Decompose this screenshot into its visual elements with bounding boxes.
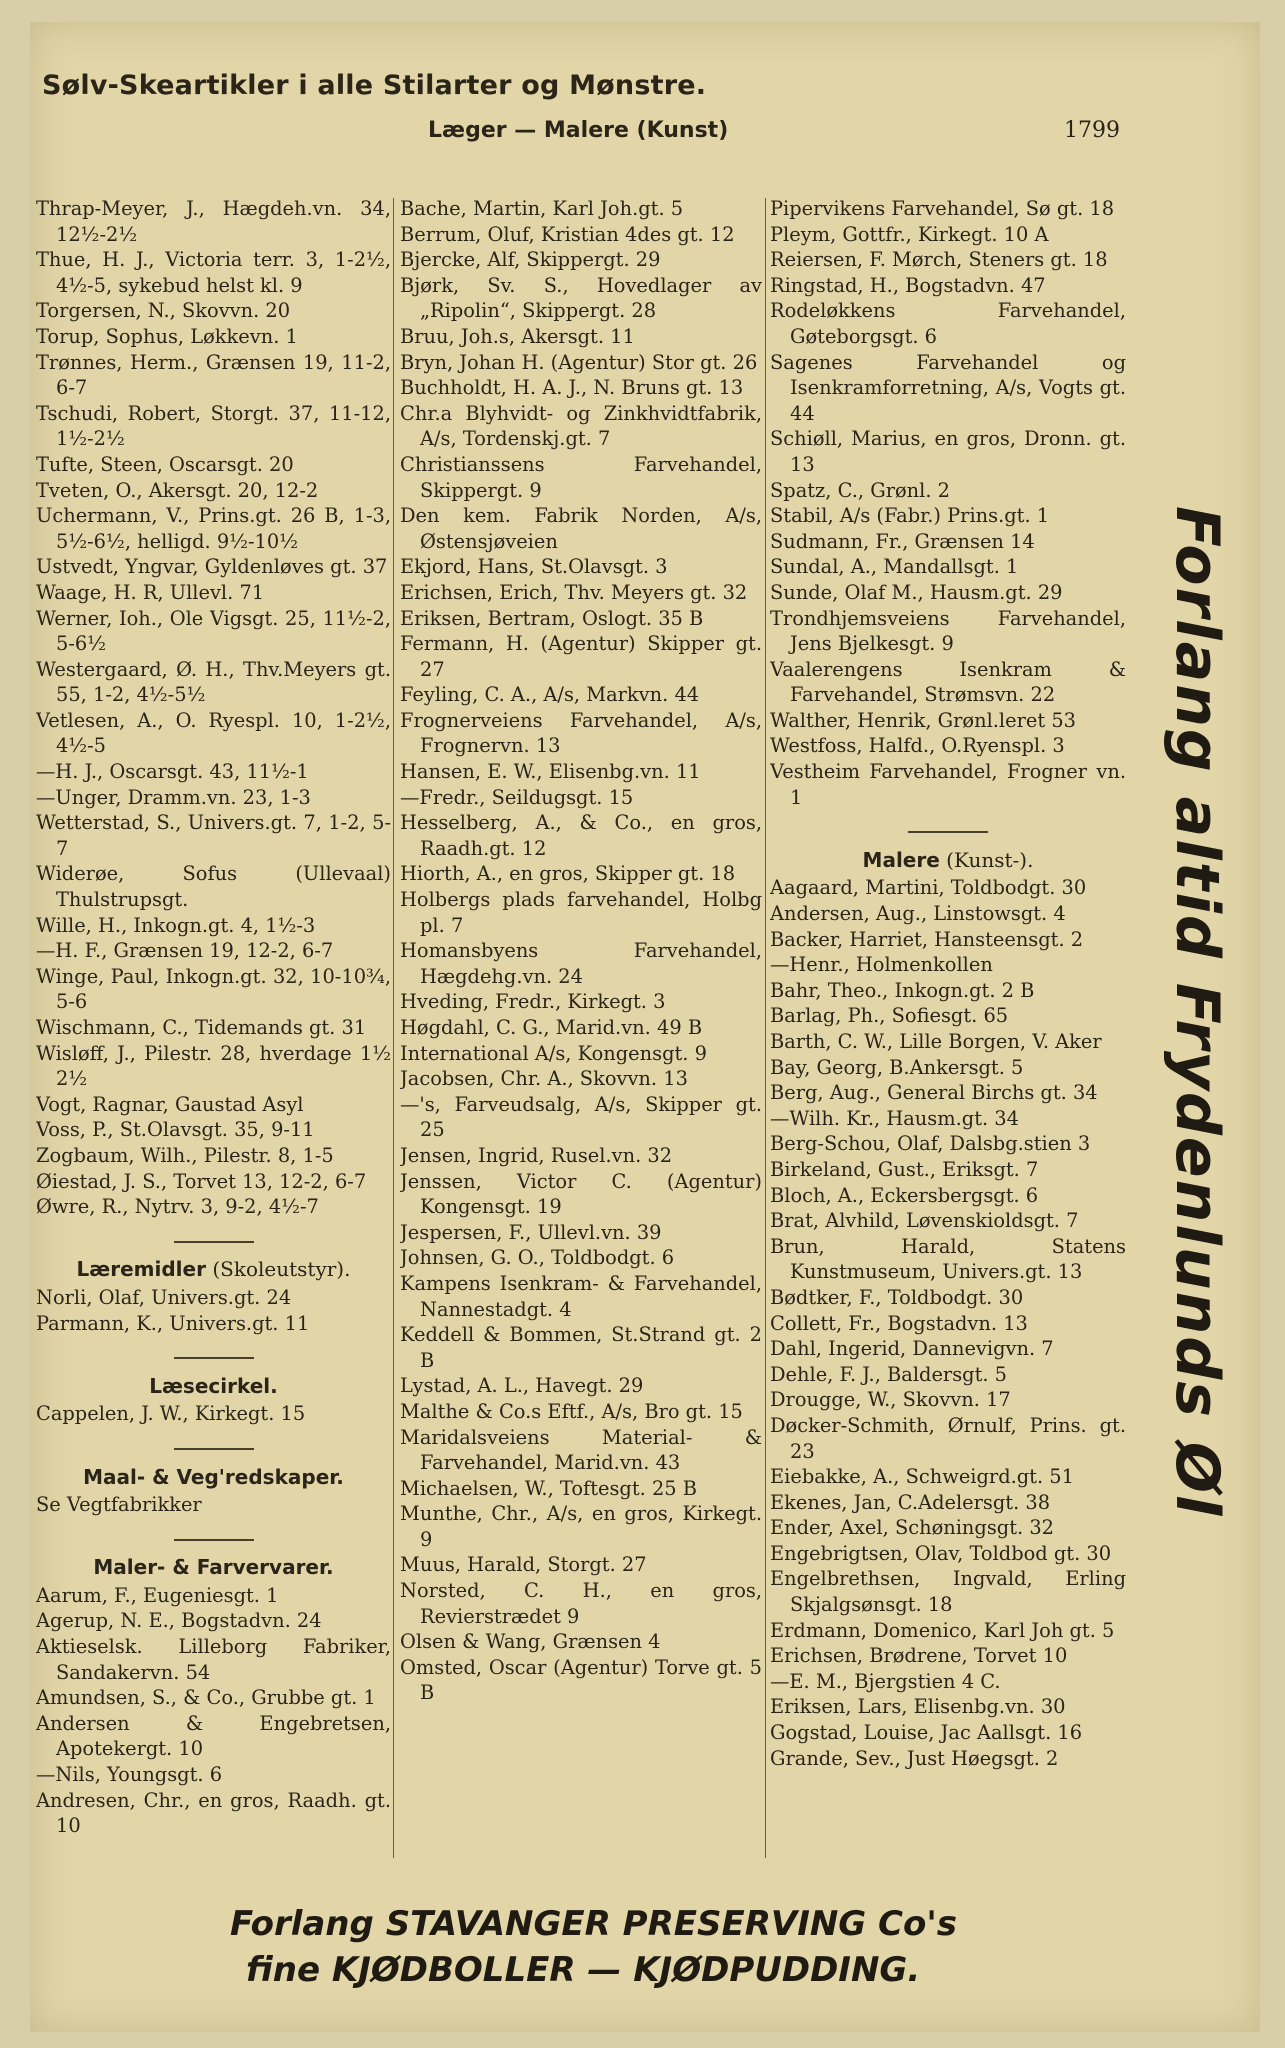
directory-entry: Schiøll, Marius, en gros, Dronn. gt. 13 — [770, 427, 1126, 476]
directory-entry: Ekenes, Jan, C.Adelersgt. 38 — [770, 1490, 1051, 1514]
directory-entry: Berrum, Oluf, Kristian 4des gt. 12 — [400, 222, 735, 246]
directory-entry: Jenssen, Victor C. (Agentur) Kongensgt. 19 — [400, 1169, 762, 1219]
directory-entry: Sagenes Farvehandel og Isenkramforretning, A/s, Vogts gt. 44 — [770, 350, 1126, 425]
directory-entry: Ekjord, Hans, St.Olavsgt. 3 — [400, 555, 668, 579]
section-heading-title: Maler- & Farvervarer. — [93, 1555, 334, 1580]
directory-entry: Westfoss, Halfd., O.Ryenspl. 3 — [770, 734, 1065, 758]
directory-entry: Feyling, C. A., A/s, Markvn. 44 — [400, 683, 700, 707]
directory-entry: Backer, Harriet, Hansteensgt. 2 — [770, 927, 1084, 951]
directory-entry: Bødtker, F., Toldbodgt. 30 — [770, 1285, 1024, 1309]
directory-entry: Øwre, R., Nytrv. 3, 9-2, 4½-7 — [36, 1195, 319, 1219]
section-heading — [36, 1374, 391, 1400]
directory-entry: Vaalerengens Isenkram & Farvehandel, Strømsvn. 22 — [770, 657, 1126, 707]
directory-entry: —Wilh. Kr., Hausm.gt. 34 — [770, 1106, 1019, 1130]
directory-entry: Bjercke, Alf, Skippergt. 29 — [400, 248, 661, 272]
bottom-advert — [230, 1904, 1010, 1990]
directory-entry: Muus, Harald, Storgt. 27 — [400, 1553, 647, 1577]
directory-entry: Eriksen, Lars, Elisenbg.vn. 30 — [770, 1695, 1066, 1719]
directory-entry: Wisløff, J., Pilestr. 28, hverdage 1½ 2½ — [36, 1041, 391, 1091]
directory-entry: Gogstad, Louise, Jac Aallsgt. 16 — [770, 1721, 1083, 1745]
directory-entry: Hesselberg, A., & Co., en gros, Raadh.gt. 12 — [400, 811, 762, 860]
section-heading — [36, 1465, 391, 1491]
column-divider — [393, 198, 394, 1858]
directory-entry: Wetterstad, S., Univers.gt. 7, 1-2, 5-7 — [36, 811, 391, 860]
directory-entry: —Fredr., Seildugsgt. 15 — [400, 785, 634, 809]
directory-entry: Engebrigtsen, Olav, Toldbod gt. 30 — [770, 1541, 1112, 1565]
directory-entry: Barth, C. W., Lille Borgen, V. Aker — [770, 1030, 1102, 1053]
directory-entry: Vestheim Farvehandel, Frogner vn. 1 — [770, 760, 1126, 809]
directory-entry: Trondhjemsveiens Farvehandel, Jens Bjelkesgt. 9 — [770, 606, 1126, 656]
directory-entry: Jacobsen, Chr. A., Skovvn. 13 — [400, 1067, 688, 1091]
section-heading-title: Læsecirkel. — [149, 1373, 278, 1398]
directory-entry: Ringstad, H., Bogstadvn. 47 — [770, 273, 1046, 297]
section-heading-title: Malere — [862, 847, 940, 872]
directory-entry: Sundal, A., Mandallsgt. 1 — [770, 555, 1019, 579]
directory-entry: Hveding, Fredr., Kirkegt. 3 — [400, 990, 666, 1014]
directory-entry: Øiestad, J. S., Torvet 13, 12-2, 6-7 — [36, 1169, 367, 1193]
directory-entry: Andersen & Engebretsen, Apotekergt. 10 — [36, 1711, 391, 1761]
directory-entry: Bahr, Theo., Inkogn.gt. 2 B — [770, 978, 1035, 1002]
directory-entry: Andersen, Aug., Linstowsgt. 4 — [770, 902, 1066, 926]
directory-entry: Reiersen, F. Mørch, Steners gt. 18 — [770, 248, 1108, 272]
directory-entry: Eriksen, Bertram, Oslogt. 35 B — [400, 606, 704, 630]
bottom-advert-line-2: fine KJØDBOLLER — KJØDPUDDING. — [246, 1950, 921, 1990]
page-header — [30, 118, 1120, 158]
directory-entry: Jensen, Ingrid, Rusel.vn. 32 — [400, 1143, 673, 1167]
directory-entry: Torup, Sophus, Løkkevn. 1 — [36, 324, 298, 348]
directory-entry: Spatz, C., Grønl. 2 — [770, 478, 951, 502]
directory-entry: Keddell & Bommen, St.Strand gt. 2 B — [400, 1323, 762, 1372]
directory-entry: Uchermann, V., Prins.gt. 26 B, 1-3, 5½-6½, helligd. 9½-10½ — [36, 504, 391, 553]
directory-entry: Voss, P., St.Olavsgt. 35, 9-11 — [36, 1118, 315, 1142]
section-heading — [770, 848, 1126, 874]
directory-entry: Waage, H. R, Ullevl. 71 — [36, 580, 265, 604]
directory-entry: Stabil, A/s (Fabr.) Prins.gt. 1 — [770, 504, 1050, 528]
directory-entry: Lystad, A. L., Havegt. 29 — [400, 1374, 644, 1398]
directory-entry: Eiebakke, A., Schweigrd.gt. 51 — [770, 1465, 1074, 1489]
directory-entry: Erichsen, Erich, Thv. Meyers gt. 32 — [400, 580, 748, 604]
column-divider — [765, 198, 766, 1858]
section-heading — [36, 1257, 391, 1283]
directory-entry: Kampens Isenkram- & Farvehandel, Nannestadgt. 4 — [400, 1271, 762, 1321]
running-title: Læger — Malere (Kunst) — [428, 118, 729, 143]
directory-entry: Westergaard, Ø. H., Thv.Meyers gt. 55, 1-2, 4½-5½ — [36, 657, 391, 707]
directory-entry: Hansen, E. W., Elisenbg.vn. 11 — [400, 760, 701, 784]
directory-entry: Birkeland, Gust., Eriksgt. 7 — [770, 1157, 1039, 1181]
directory-entry: Johnsen, G. O., Toldbodgt. 6 — [400, 1246, 675, 1270]
directory-entry: Bjørk, Sv. S., Hovedlager av „Ripolin“, Skippergt. 28 — [400, 273, 762, 323]
directory-entry: Thue, H. J., Victoria terr. 3, 1-2½, 4½-5, sykebud helst kl. 9 — [36, 248, 391, 297]
directory-entry: Berg-Schou, Olaf, Dalsbg.stien 3 — [770, 1132, 1091, 1156]
section-heading-subtitle: (Kunst-). — [939, 847, 1034, 872]
directory-entry: Norli, Olaf, Univers.gt. 24 — [36, 1285, 292, 1309]
directory-entry: Drougge, W., Skovvn. 17 — [770, 1388, 1011, 1412]
directory-entry: Dehle, F. J., Baldersgt. 5 — [770, 1362, 1008, 1386]
directory-entry: Fermann, H. (Agentur) Skipper gt. 27 — [400, 632, 762, 681]
bottom-advert-line-1: Forlang STAVANGER PRESERVING Co's — [230, 1904, 957, 1944]
directory-entry: Wischmann, C., Tidemands gt. 31 — [36, 1016, 367, 1039]
directory-entry: Bryn, Johan H. (Agentur) Stor gt. 26 — [400, 350, 758, 374]
directory-entry: Brat, Alvhild, Løvenskioldsgt. 7 — [770, 1209, 1079, 1233]
directory-entry: Erichsen, Brødrene, Torvet 10 — [770, 1644, 1068, 1668]
directory-column-2 — [400, 196, 762, 1706]
directory-entry: Maridalsveiens Material- & Farvehandel, Marid.vn. 43 — [400, 1425, 762, 1475]
directory-entry: Pleym, Gottfr., Kirkegt. 10 A — [770, 222, 1049, 246]
directory-entry: Vogt, Ragnar, Gaustad Asyl — [36, 1092, 304, 1116]
directory-entry: Chr.a Blyhvidt- og Zinkhvidtfabrik, A/s, Tordenskj.gt. 7 — [400, 401, 762, 451]
section-heading-title: Maal- & Veg'redskaper. — [83, 1464, 344, 1489]
directory-entry: —Unger, Dramm.vn. 23, 1-3 — [36, 785, 311, 809]
directory-entry: Vetlesen, A., O. Ryespl. 10, 1-2½, 4½-5 — [36, 708, 391, 758]
directory-entry: Barlag, Ph., Sofiesgt. 65 — [770, 1004, 1009, 1028]
directory-entry: Engelbrethsen, Ingvald, Erling Skjalgsønsgt. 18 — [770, 1567, 1126, 1617]
directory-entry: —H. F., Grænsen 19, 12-2, 6-7 — [36, 939, 334, 963]
directory-entry: Dahl, Ingerid, Dannevigvn. 7 — [770, 1337, 1054, 1361]
side-advert-text: Forlang altid Frydenlunds Øl — [1162, 506, 1232, 1518]
directory-column-3 — [770, 196, 1126, 1771]
directory-entry: Walther, Henrik, Grønl.leret 53 — [770, 708, 1076, 732]
directory-entry: Andresen, Chr., en gros, Raadh. gt. 10 — [36, 1788, 391, 1838]
directory-entry: Aktieselsk. Lilleborg Fabriker, Sandakervn. 54 — [36, 1635, 391, 1684]
section-separator — [36, 1340, 391, 1366]
section-heading — [36, 1555, 391, 1581]
directory-entry: Cappelen, J. W., Kirkegt. 15 — [36, 1402, 306, 1426]
directory-entry: Agerup, N. E., Bogstadvn. 24 — [36, 1609, 322, 1633]
directory-entry: —Henr., Holmenkollen — [770, 953, 993, 977]
directory-entry: Grande, Sev., Just Høegsgt. 2 — [770, 1746, 1059, 1770]
directory-entry: Malthe & Co.s Eftf., A/s, Bro gt. 15 — [400, 1399, 743, 1423]
directory-entry: Den kem. Fabrik Norden, A/s, Østensjøveien — [400, 504, 762, 553]
directory-entry: Michaelsen, W., Toftesgt. 25 B — [400, 1476, 698, 1500]
directory-entry: Trønnes, Herm., Grænsen 19, 11-2, 6-7 — [36, 350, 391, 400]
directory-entry: Ustvedt, Yngvar, Gyldenløves gt. 37 — [36, 555, 388, 579]
top-advert-banner: Sølv-Skeartikler i alle Stilarter og Mønstre. — [42, 70, 707, 101]
directory-entry: Thrap-Meyer, J., Hægdeh.vn. 34, 12½-2½ — [36, 197, 391, 246]
directory-entry: Frognerveiens Farvehandel, A/s, Frognervn. 13 — [400, 708, 762, 758]
directory-entry: —H. J., Oscarsgt. 43, 11½-1 — [36, 760, 309, 784]
directory-entry: Omsted, Oscar (Agentur) Torve gt. 5 B — [400, 1655, 762, 1705]
directory-entry: Holbergs plads farvehandel, Holbg pl. 7 — [400, 888, 762, 937]
directory-entry: Ender, Axel, Schøningsgt. 32 — [770, 1516, 1054, 1540]
directory-entry: Sudmann, Fr., Grænsen 14 — [770, 529, 1035, 553]
directory-entry: Tschudi, Robert, Storgt. 37, 11-12, 1½-2½ — [36, 401, 391, 451]
section-separator — [36, 1224, 391, 1250]
directory-entry: Jespersen, F., Ullevl.vn. 39 — [400, 1220, 662, 1244]
directory-entry: Torgersen, N., Skovvn. 20 — [36, 299, 291, 323]
directory-entry: Homansbyens Farvehandel, Hægdehg.vn. 24 — [400, 939, 762, 988]
directory-entry: Wille, H., Inkogn.gt. 4, 1½-3 — [36, 913, 316, 937]
directory-entry: Collett, Fr., Bogstadvn. 13 — [770, 1311, 1028, 1335]
directory-entry: Bache, Martin, Karl Joh.gt. 5 — [400, 197, 684, 220]
directory-entry: Høgdahl, C. G., Marid.vn. 49 B — [400, 1016, 703, 1039]
section-heading-title: Læremidler — [76, 1257, 206, 1282]
section-separator — [36, 1522, 391, 1548]
directory-entry: Hiorth, A., en gros, Skipper gt. 18 — [400, 862, 736, 886]
side-advert — [1137, 502, 1257, 1522]
directory-entry: Døcker-Schmith, Ørnulf, Prins. gt. 23 — [770, 1413, 1126, 1463]
directory-entry: Bloch, A., Eckersbergsgt. 6 — [770, 1183, 1039, 1207]
directory-entry: Se Vegtfabrikker — [36, 1493, 202, 1517]
section-separator — [770, 814, 1126, 840]
directory-entry: Bruu, Joh.s, Akersgt. 11 — [400, 324, 635, 348]
directory-entry: Rodeløkkens Farvehandel, Gøteborgsgt. 6 — [770, 299, 1126, 348]
directory-entry: Bay, Georg, B.Ankersgt. 5 — [770, 1055, 1024, 1079]
directory-entry: Norsted, C. H., en gros, Revierstrædet 9 — [400, 1579, 762, 1628]
directory-entry: Munthe, Chr., A/s, en gros, Kirkegt. 9 — [400, 1502, 762, 1551]
directory-entry: —Nils, Youngsgt. 6 — [36, 1763, 223, 1787]
directory-entry: Amundsen, S., & Co., Grubbe gt. 1 — [36, 1686, 376, 1710]
directory-entry: Aarum, F., Eugeniesgt. 1 — [36, 1583, 279, 1607]
directory-page — [30, 22, 1260, 2032]
directory-entry: Tveten, O., Akersgt. 20, 12-2 — [36, 478, 319, 502]
directory-entry: Werner, Ioh., Ole Vigsgt. 25, 11½-2, 5-6½ — [36, 606, 391, 656]
directory-entry: Aagaard, Martini, Toldbodgt. 30 — [770, 876, 1087, 900]
directory-entry: Tufte, Steen, Oscarsgt. 20 — [36, 452, 294, 476]
page-number: 1799 — [1064, 118, 1120, 143]
directory-entry: Winge, Paul, Inkogn.gt. 32, 10-10¾, 5-6 — [36, 964, 391, 1014]
section-separator — [36, 1431, 391, 1457]
directory-entry: —E. M., Bjergstien 4 C. — [770, 1669, 1001, 1693]
directory-entry: Erdmann, Domenico, Karl Joh gt. 5 — [770, 1618, 1115, 1642]
directory-entry: Berg, Aug., General Birchs gt. 34 — [770, 1081, 1098, 1105]
directory-entry: Brun, Harald, Statens Kunstmuseum, Univers.gt. 13 — [770, 1234, 1126, 1284]
directory-entry: Zogbaum, Wilh., Pilestr. 8, 1-5 — [36, 1143, 334, 1167]
directory-entry: Widerøe, Sofus (Ullevaal) Thulstrupsgt. — [36, 862, 391, 912]
directory-entry: Christianssens Farvehandel, Skippergt. 9 — [400, 452, 762, 502]
directory-entry: Pipervikens Farvehandel, Sø gt. 18 — [770, 197, 1115, 220]
directory-entry: —'s, Farveudsalg, A/s, Skipper gt. 25 — [400, 1092, 762, 1142]
directory-column-1 — [36, 196, 391, 1839]
directory-entry: International A/s, Kongensgt. 9 — [400, 1041, 707, 1065]
directory-entry: Parmann, K., Univers.gt. 11 — [36, 1311, 310, 1335]
directory-entry: Sunde, Olaf M., Hausm.gt. 29 — [770, 580, 1063, 604]
section-heading-subtitle: (Skoleutstyr). — [205, 1257, 351, 1282]
directory-entry: Buchholdt, H. A. J., N. Bruns gt. 13 — [400, 376, 744, 400]
directory-entry: Olsen & Wang, Grænsen 4 — [400, 1630, 661, 1654]
